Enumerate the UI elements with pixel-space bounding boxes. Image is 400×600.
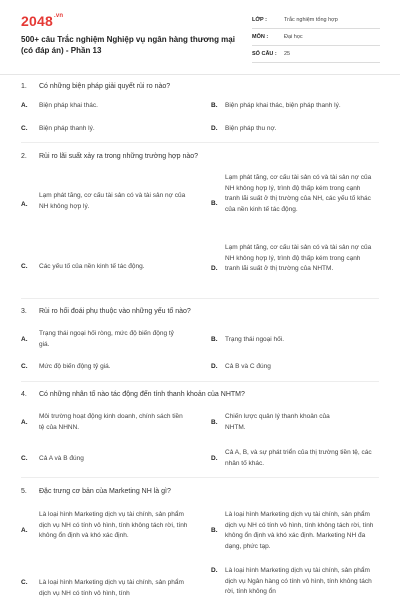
option-text: Biện pháp khai thác. (39, 102, 98, 109)
option-text: Là loại hình Marketing dịch vụ tài chính, sản phẩm dịch vụ NH có tính vô hình, tính không tách rời, tính không ổn định và khó xác định. (39, 511, 188, 539)
option-letter: A. (21, 527, 28, 534)
meta-value: Đại học (284, 34, 303, 40)
question-text: Có những nhân tố nào tác động đến tính thanh khoản của NHTM? (39, 391, 245, 398)
option-letter: C. (21, 263, 28, 270)
site-logo[interactable] (21, 13, 63, 29)
option-letter: A. (21, 336, 28, 343)
option-text: Biện pháp khai thác, biện pháp thanh lý. (225, 102, 341, 109)
option-text: Môi trường hoạt động kinh doanh, chính sách tiền tệ của NHNN. (39, 413, 183, 431)
meta-label: LỚP : (252, 17, 267, 23)
meta-row-subject (252, 29, 380, 46)
divider (21, 298, 379, 299)
option-letter: B. (211, 527, 218, 534)
meta-value: 25 (284, 51, 291, 57)
option-letter: B. (211, 336, 218, 343)
question-text: Rủi ro hối đoái phụ thuộc vào những yếu tố nào? (39, 308, 191, 315)
logo-text: 2048 (21, 13, 53, 29)
question-number: 2. (21, 153, 27, 160)
meta-row-class (252, 12, 380, 29)
question-number: 1. (21, 83, 27, 90)
option-letter: D. (211, 363, 218, 370)
option-text: Là loại hình Marketing dịch vụ tài chính, sản phẩm dịch vụ NH có tính vô hình, tính không tách rời, tính không ổn định và khó xác định. Marketing NH đa dạng, phức tạp. (225, 511, 374, 550)
option-letter: B. (211, 419, 218, 426)
option-text: Là loại hình Marketing dịch vụ tài chính, sản phẩm dịch vụ Ngân hàng có tính vô hình, tính không tách rời, tính không ổn (225, 567, 372, 595)
option-text: Lạm phát tăng, cơ cấu tài sản có và tài sản nợ của NH không hợp lý, trình độ thấp kém trong cạnh tranh lãi suất ở thị trường của NHTM. (225, 244, 372, 272)
meta-label: MÔN : (252, 34, 269, 40)
divider (21, 142, 379, 143)
option-letter: C. (21, 125, 28, 132)
option-letter: C. (21, 363, 28, 370)
meta-value: Trắc nghiệm tổng hợp (284, 17, 338, 23)
option-text: Biện pháp thu nợ. (225, 125, 277, 132)
question-text: Rủi ro lãi suất xảy ra trong những trường hợp nào? (39, 153, 199, 160)
option-text: Chiến lược quản lý thanh khoản của NHTM. (225, 413, 330, 431)
question-number: 4. (21, 391, 27, 398)
option-text: Cả A và B đúng (39, 455, 84, 462)
option-letter: A. (21, 102, 28, 109)
option-text: Cả B và C đúng (225, 363, 271, 370)
header (0, 0, 400, 75)
question-number: 5. (21, 488, 27, 495)
option-text: Lạm phát tăng, cơ cấu tài sản có và tài sản nợ của NH không hợp lý. (39, 192, 186, 210)
option-letter: D. (211, 265, 218, 272)
option-text: Trạng thái ngoại hối. (225, 336, 285, 343)
page-title: 500+ câu Trắc nghiệm Nghiệp vụ ngân hàng thương mại (có đáp án) - Phần 13 (21, 35, 235, 55)
option-letter: D. (211, 455, 218, 462)
option-text: Biện pháp thanh lý. (39, 125, 95, 132)
question-text: Có những biện pháp giải quyết rủi ro nào? (39, 83, 171, 90)
meta-box (252, 12, 380, 63)
option-letter: B. (211, 200, 218, 207)
question-text: Đặc trưng cơ bản của Marketing NH là gì? (39, 488, 171, 495)
meta-label: SỐ CÂU : (252, 51, 277, 57)
option-text: Là loại hình Marketing dịch vụ tài chính, sản phẩm dịch vụ NH có tính vô hình, tính (39, 579, 184, 597)
divider (21, 381, 379, 382)
option-text: Lạm phát tăng, cơ cấu tài sản có và tài sản nợ của NH không hợp lý, trình độ thấp kém trong cạnh tranh lãi suất ở thị trường của NH, các yếu tố khác của nền kinh tế tác động. (225, 174, 372, 213)
question-number: 3. (21, 308, 27, 315)
option-letter: D. (211, 567, 218, 574)
logo-suffix: .vn (53, 13, 64, 19)
meta-row-count (252, 46, 380, 63)
option-letter: A. (21, 419, 28, 426)
option-text: Mức độ biến động tỷ giá. (39, 363, 111, 370)
option-letter: D. (211, 125, 218, 132)
option-letter: C. (21, 579, 28, 586)
divider (21, 477, 379, 478)
option-text: Trạng thái ngoại hối ròng, mức độ biến động tỷ giá. (39, 330, 174, 348)
option-text: Các yếu tố của nền kinh tế tác động. (39, 263, 145, 270)
option-text: Cả A, B, và sự phát triển của thị trường tiền tệ, các nhân tố khác. (225, 449, 372, 467)
option-letter: B. (211, 102, 218, 109)
option-letter: C. (21, 455, 28, 462)
option-letter: A. (21, 201, 28, 208)
